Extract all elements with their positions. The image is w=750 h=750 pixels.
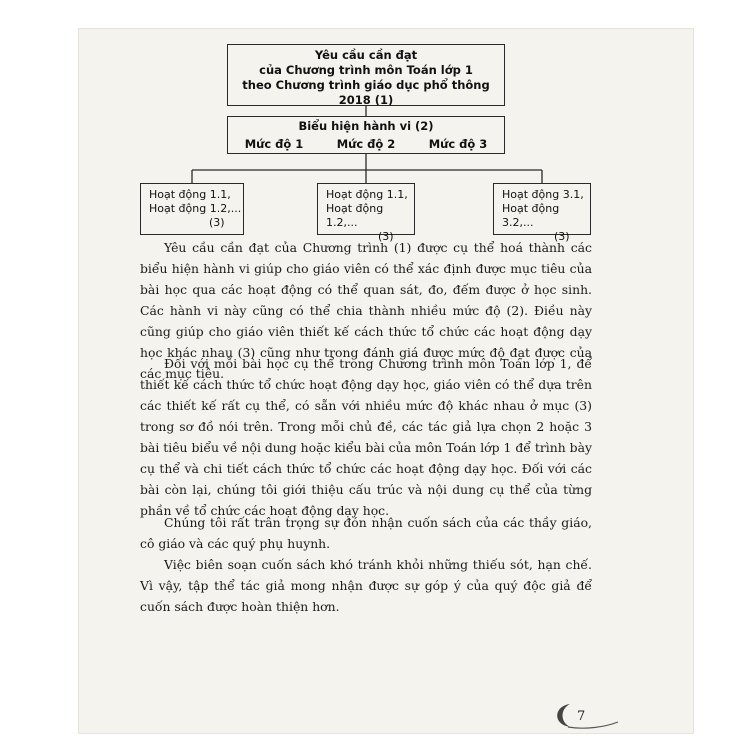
activity-ref: (3) (554, 230, 570, 243)
page-number: 7 (577, 709, 586, 724)
activity-ref: (3) (209, 216, 225, 229)
requirements-line-3: theo Chương trình giáo dục phổ thông 2018 (1) (242, 78, 490, 107)
activity-box-2 (317, 183, 415, 243)
level-2: Mức độ 2 (336, 137, 396, 151)
activity-box-1 (140, 183, 244, 235)
paragraph-3: Chúng tôi rất trân trọng sự đón nhận cuốn sách của các thầy giáo, cô giáo và các quý phụ huynh. (140, 515, 592, 551)
requirements-line-1: Yêu cầu cần đạt (314, 48, 418, 62)
activity-ref: (3) (378, 230, 394, 243)
level-1: Mức độ 1 (244, 137, 304, 151)
requirements-box (227, 44, 505, 106)
activity-line-2: Hoạt động 1.2,... (326, 202, 384, 229)
activity-line-1: Hoạt động 1.1, (326, 188, 408, 201)
requirements-line-2: của Chương trình môn Toán lớp 1 (259, 63, 473, 77)
activity-box-3 (493, 183, 591, 243)
paragraph-1: Yêu cầu cần đạt của Chương trình (1) được cụ thể hoá thành các biểu hiện hành vi giúp cho giáo viên có thể xác định được mục tiêu của bài học qua các hoạt động có thể quan sát, đo, đếm được ở học sinh. Các hành vi này cũng có thể chia thành nhiều mức độ (2). Điều này cũng giúp cho giáo viên thiết kế cách thức tổ chức các hoạt động dạy học khác nhau (3) cũng như trong đánh giá được mức độ đạt được của các mục tiêu. (140, 240, 592, 381)
level-3: Mức độ 3 (428, 137, 488, 151)
paragraph-4: Việc biên soạn cuốn sách khó tránh khỏi những thiếu sót, hạn chế. Vì vậy, tập thể tác giả mong nhận được sự góp ý của quý độc giả để cuốn sách được hoàn thiện hơn. (140, 557, 592, 614)
behaviour-levels (228, 135, 504, 153)
activity-line-2: Hoạt động 1.2,... (149, 202, 242, 215)
behaviour-box (227, 116, 505, 154)
behaviour-title: Biểu hiện hành vi (2) (298, 119, 434, 133)
activity-line-2: Hoạt động 3.2,... (502, 202, 560, 229)
paragraph-2: Đối với mỗi bài học cụ thể trong Chương trình môn Toán lớp 1, để thiết kế cách thức tổ chức hoạt động dạy học, giáo viên có thể dựa trên các thiết kế rất cụ thể, có sẵn với nhiều mức độ khác nhau ở mục (3) trong sơ đồ nói trên. Trong mỗi chủ đề, các tác giả lựa chọn 2 hoặc 3 bài tiêu biểu về nội dung hoặc kiểu bài của môn Toán lớp 1 để trình bày cụ thể và chi tiết cách thức tổ chức các hoạt động dạy học. Đối với các bài còn lại, chúng tôi giới thiệu cấu trúc và nội dung cụ thể của từng phần về tổ chức các hoạt động dạy học. (140, 356, 592, 518)
activity-line-1: Hoạt động 1.1, (149, 188, 231, 201)
activity-line-1: Hoạt động 3.1, (502, 188, 584, 201)
